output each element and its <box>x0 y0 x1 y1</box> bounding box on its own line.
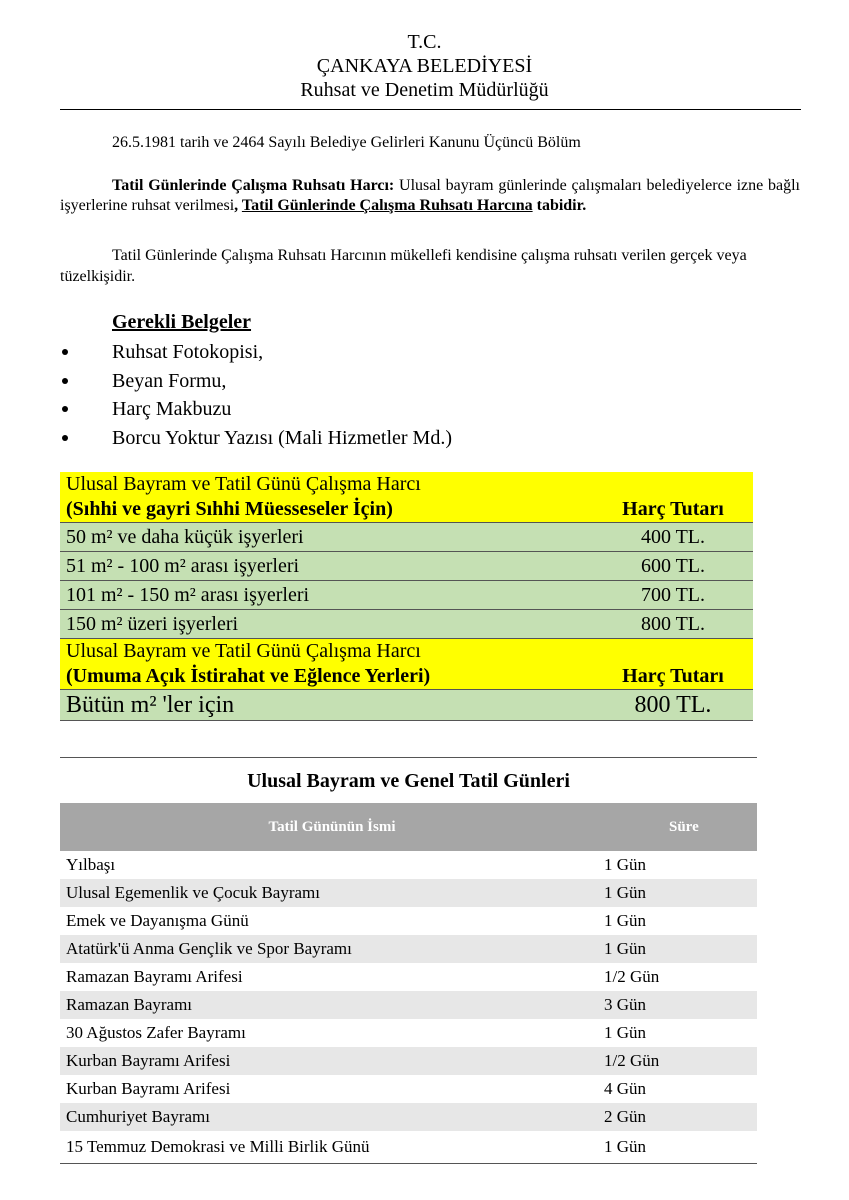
fee-definition-term: Tatil Günlerinde Çalışma Ruhsatı Harcı: <box>112 177 395 194</box>
fee-section-header <box>60 472 753 523</box>
fee-amount-header: Harç Tutarı <box>593 472 753 523</box>
table-row: 50 m² ve daha küçük işyerleri 400 TL. <box>60 523 753 552</box>
holidays-table <box>60 803 757 1164</box>
table-row: 30 Ağustos Zafer Bayramı 1 Gün <box>66 1023 647 1042</box>
required-docs-list <box>60 338 452 452</box>
table-row: Cumhuriyet Bayramı 2 Gün <box>60 1103 757 1131</box>
taxpayer-paragraph <box>60 245 800 287</box>
header-directorate: Ruhsat ve Denetim Müdürlüğü <box>300 79 549 101</box>
table-row: Kurban Bayramı Arifesi 4 Gün <box>66 1079 647 1098</box>
table-header-row <box>60 803 757 851</box>
fee-section-title: Ulusal Bayram ve Tatil Günü Çalışma Harcı <box>66 640 421 662</box>
list-item: Harç Makbuzu <box>60 395 452 424</box>
law-reference: 26.5.1981 tarih ve 2464 Sayılı Belediye Gelirleri Kanunu Üçüncü Bölüm <box>112 134 581 151</box>
holidays-title: Ulusal Bayram ve Genel Tatil Günleri <box>247 770 570 792</box>
table-row: Ramazan Bayramı 3 Gün <box>60 991 757 1019</box>
header-municipality: ÇANKAYA BELEDİYESİ <box>316 55 533 77</box>
bullet-icon <box>62 435 68 441</box>
fee-description-paragraph <box>60 176 800 216</box>
fee-section-subtitle: (Umuma Açık İstirahat ve Eğlence Yerleri) <box>66 665 431 687</box>
list-item: Beyan Formu, <box>60 367 452 396</box>
fee-section-header <box>60 639 753 690</box>
table-row: 51 m² - 100 m² arası işyerleri 600 TL. <box>60 552 753 581</box>
fee-definition-tail: tabidir. <box>532 197 587 214</box>
fee-table <box>60 472 753 721</box>
taxpayer-text: Tatil Günlerinde Çalışma Ruhsatı Harcının mükellefi kendisine çalışma ruhsatı verilen gerçek veya tüzelkişidir. <box>60 247 747 285</box>
header-divider <box>60 109 801 110</box>
table-row: Ramazan Bayramı Arifesi 1/2 Gün <box>66 967 660 986</box>
fee-section-title: Ulusal Bayram ve Tatil Günü Çalışma Harcı <box>66 473 421 495</box>
header-tc: T.C. <box>407 31 442 53</box>
table-row: Atatürk'ü Anma Gençlik ve Spor Bayramı 1 Gün <box>60 935 757 963</box>
fee-definition-emphasis: Tatil Günlerinde Çalışma Ruhsatı Harcına <box>241 197 533 214</box>
fee-section-subtitle: (Sıhhi ve gayri Sıhhi Müesseseler İçin) <box>66 498 393 520</box>
table-row: 15 Temmuz Demokrasi ve Milli Birlik Günü 1 Gün <box>60 1131 757 1164</box>
fee-definition-text: Ulusal bayram günlerinde çalışmaları belediyelerce izne bağlı işyerlerine ruhsat verilmesi <box>60 177 800 214</box>
table-row: Ulusal Egemenlik ve Çocuk Bayramı 1 Gün <box>60 879 757 907</box>
table-row: Bütün m² 'ler için 800 TL. <box>60 690 753 721</box>
required-docs-title: Gerekli Belgeler <box>112 311 252 333</box>
holidays-divider <box>60 757 757 758</box>
fee-amount-header: Harç Tutarı <box>593 639 753 690</box>
list-item: Borcu Yoktur Yazısı (Mali Hizmetler Md.) <box>60 424 452 453</box>
table-row: Kurban Bayramı Arifesi 1/2 Gün <box>60 1047 757 1075</box>
table-row: 150 m² üzeri işyerleri 800 TL. <box>60 610 753 639</box>
table-row: Emek ve Dayanışma Günü 1 Gün <box>66 911 647 930</box>
table-row: 101 m² - 150 m² arası işyerleri 700 TL. <box>60 581 753 610</box>
bullet-icon <box>62 349 68 355</box>
column-header-duration: Süre <box>604 803 757 851</box>
fee-definition-comma: , <box>234 197 242 214</box>
document-header <box>0 30 849 102</box>
bullet-icon <box>62 378 68 384</box>
bullet-icon <box>62 406 68 412</box>
table-row: Yılbaşı 1 Gün <box>66 855 647 874</box>
column-header-name: Tatil Gününün İsmi <box>60 803 604 851</box>
list-item: Ruhsat Fotokopisi, <box>60 338 452 367</box>
